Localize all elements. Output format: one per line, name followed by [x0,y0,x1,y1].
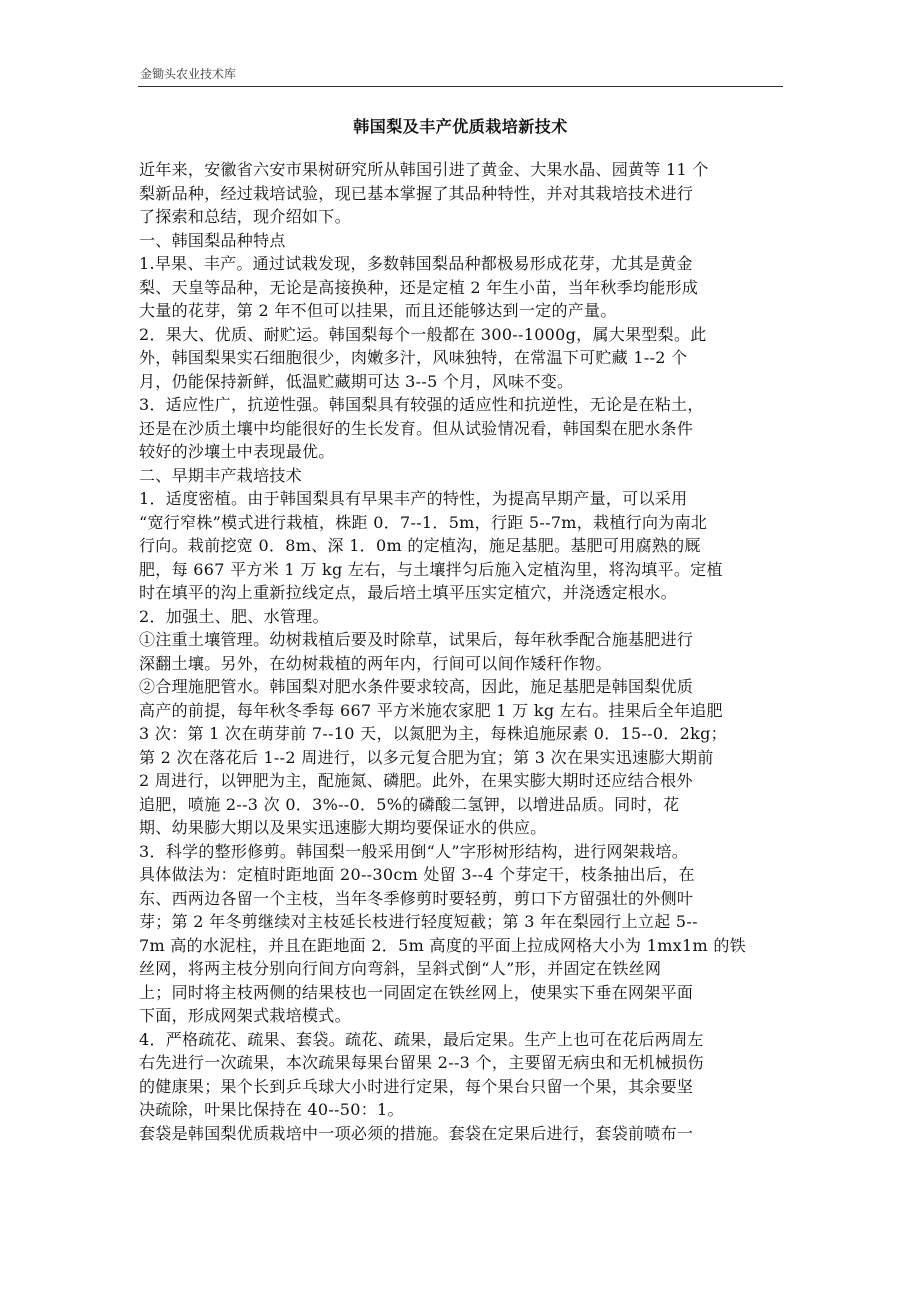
text-line: 还是在沙质土壤中均能很好的生长发育。但从试验情况看，韩国梨在肥水条件 [139,418,694,438]
text-line: 高产的前提，每年秋冬季每 667 平方米施农家肥 1 万 kg 左右。挂果后全年追肥 [139,700,723,720]
text-line: 1.早果、丰产。通过试栽发现，多数韩国梨品种都极易形成花芽，尤其是黄金 [139,254,693,273]
text-line: 2．加强土、肥、水管理。 [139,606,329,626]
text-line: 决疏除，叶果比保持在 40--50：1。 [139,1100,404,1119]
text-line: 上；同时将主枝两侧的结果枝也一同固定在铁丝网上，使果实下垂在网架平面 [139,982,694,1002]
text-line: 期、幼果膨大期以及果实迅速膨大期均要保证水的供应。 [139,818,547,837]
text-line: 2．果大、优质、耐贮运。韩国梨每个一般都在 300--1000g，属大果型梨。此 [139,324,707,344]
document-title: 韩国梨及丰产优质栽培新技术 [353,117,568,136]
text-line: 肥，每 667 平方米 1 万 kg 左右，与土壤拌匀后施入定植沟里，将沟填平。定植 [139,559,723,579]
text-line: 丝网，将两主枝分别向行间方向弯斜，呈斜式倒“人”形，并固定在铁丝网 [139,959,662,978]
text-line: 3 次：第 1 次在萌芽前 7--10 天，以氮肥为主，每株追施尿素 0．15--0．2kg； [139,724,727,743]
text-line: 的健康果；果个长到乒乓球大小时进行定果，每个果台只留一个果，其余要坚 [139,1076,694,1096]
text-line: 时在填平的沟上重新拉线定点，最后培土填平压实定植穴，并浇透定根水。 [139,583,677,602]
text-line: 追肥，喷施 2--3 次 0．3%--0．5%的磷酸二氢钾，以增进品质。同时，花 [139,794,680,814]
header-text: 金锄头农业技术库 [140,67,237,81]
text-line: 3．科学的整形修剪。韩国梨一般采用倒“人”字形树形结构，进行网架栽培。 [139,841,689,861]
text-line: 东、西两边各留一个主枝，当年冬季修剪时要轻剪，剪口下方留强壮的外侧叶 [139,888,694,908]
text-line: 芽；第 2 年冬剪继续对主枝延长枝进行轻度短截；第 3 年在梨园行上立起 5-- [139,912,698,931]
text-line: 外，韩国梨果实石细胞很少，肉嫩多汁，风味独特，在常温下可贮藏 1--2 个 [139,348,688,367]
text-line: 大量的花芽，第 2 年不但可以挂果，而且还能够达到一定的产量。 [139,301,617,320]
text-line: ①注重土壤管理。幼树栽植后要及时除草，试果后，每年秋季配合施基肥进行 [139,630,694,649]
page-header [138,64,783,87]
section-heading: 二、早期丰产栽培技术 [139,465,303,485]
text-line: 第 2 次在落花后 1--2 周进行，以多元复合肥为宜；第 3 次在果实迅速膨大期前 [139,747,714,767]
text-line: 套袋是韩国梨优质栽培中一项必须的措施。套袋在定果后进行，套袋前喷布一 [139,1123,694,1143]
text-line: 梨、天皇等品种，无论是高接换种，还是定植 2 年生小苗，当年秋季均能形成 [139,277,699,297]
text-line: 较好的沙壤土中表现最优。 [139,442,335,461]
text-line: “宽行窄株”模式进行栽植，株距 0．7--1．5m，行距 5--7m，栽植行向为南北 [139,512,708,532]
text-line: 行向。栽前挖宽 0．8m、深 1．0m 的定植沟，施足基肥。基肥可用腐熟的厩 [139,536,701,555]
text-line: 2 周进行，以钾肥为主，配施氮、磷肥。此外，在果实膨大期时还应结合根外 [139,771,693,790]
text-line: 1．适度密植。由于韩国梨具有早果丰产的特性，为提高早期产量，可以采用 [139,489,688,508]
text-line: ②合理施肥管水。韩国梨对肥水条件要求较高，因此，施足基肥是韩国梨优质 [139,677,694,696]
text-line: 7m 高的水泥柱，并且在距地面 2．5m 高度的平面上拉成网格大小为 1mx1m 的铁 [139,935,746,955]
text-line: 深翻土壤。另外，在幼树栽植的两年内，行间可以间作矮秆作物。 [139,653,612,673]
text-line: 4．严格疏花、疏果、套袋。疏花、疏果，最后定果。生产上也可在花后两周左 [139,1029,704,1049]
text-line: 了探索和总结，现介绍如下。 [139,207,351,226]
text-line: 下面，形成网架式栽培模式。 [139,1006,351,1025]
text-line: 3．适应性广，抗逆性强。韩国梨具有较强的适应性和抗逆性，无论是在粘土， [139,395,704,414]
text-line: 近年来，安徽省六安市果树研究所从韩国引进了黄金、大果水晶、园黄等 11 个 [139,160,709,179]
document-body [139,158,784,1145]
text-line: 梨新品种，经过栽培试验，现已基本掌握了其品种特性，并对其栽培技术进行 [139,183,694,203]
text-line: 具体做法为：定植时距地面 20--30cm 处留 3--4 个芽定干，枝条抽出后，在 [139,865,695,884]
section-heading: 一、韩国梨品种特点 [139,230,286,250]
text-line: 右先进行一次疏果，本次疏果每果台留果 2--3 个，主要留无病虫和无机械损伤 [139,1053,704,1072]
text-line: 月，仍能保持新鲜，低温贮藏期可达 3--5 个月，风味不变。 [139,371,574,391]
